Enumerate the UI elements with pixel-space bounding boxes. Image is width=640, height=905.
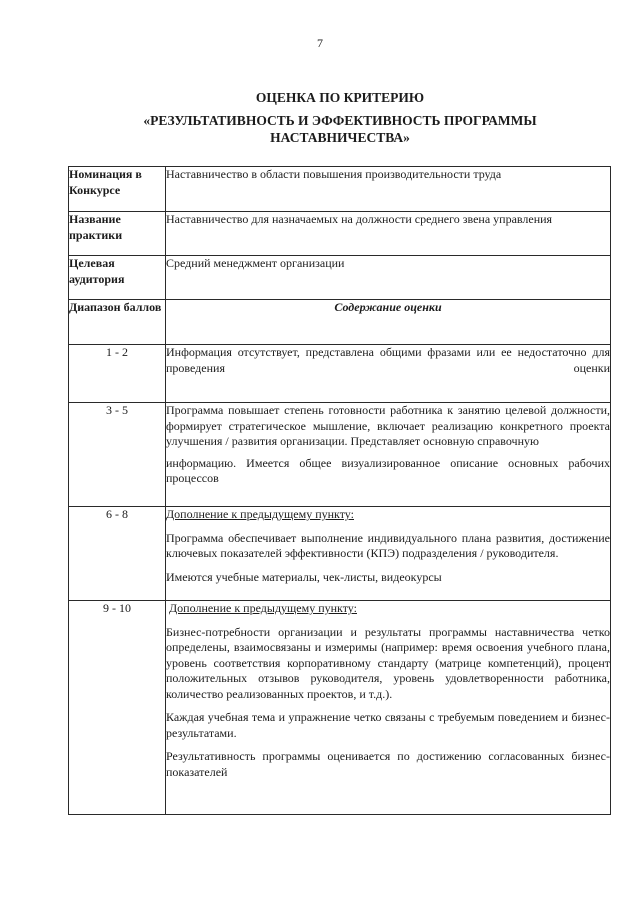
description-text: Бизнес-потребности организации и результаты программы наставничества четко определены, взаимосвязаны и измеримы (например: время освоения учебного плана, уровень соответствия корпоративному стандарту (матрице компетенций), процент положительных отзывов руководителя, уровень удовлетворенности работника, количество реализованных проектов, и т.д.). xyxy=(166,624,610,701)
description-text: Программа повышает степень готовности работника к занятию целевой должности, формирует стратегическое мышление, включает реализацию конкретного проекта улучшения / развития организации. Представляет основную справочную xyxy=(166,403,610,448)
score-range: 1 - 2 xyxy=(69,345,166,403)
range-label: Диапазон баллов xyxy=(69,300,166,345)
description-text: информацию. Имеется общее визуализированное описание основных рабочих процессов xyxy=(166,455,610,485)
table-row xyxy=(69,601,611,815)
table-row xyxy=(69,403,611,507)
audience-value: Средний менеджмент организации xyxy=(166,256,611,300)
page-title-line-2: «РЕЗУЛЬТАТИВНОСТЬ И ЭФФЕКТИВНОСТЬ ПРОГРАММЫ xyxy=(143,113,537,128)
table-row-header xyxy=(69,300,611,345)
nomination-value: Наставничество в области повышения производительности труда xyxy=(166,167,611,212)
practice-value: Наставничество для назначаемых на должности среднего звена управления xyxy=(166,212,611,256)
table-row xyxy=(69,507,611,601)
description-text: Программа обеспечивает выполнение индивидуального плана развития, достижение ключевых показателей эффективности (КПЭ) подразделения / руководителя. xyxy=(166,530,610,560)
score-description xyxy=(166,507,611,601)
content-heading: Содержание оценки xyxy=(166,300,611,345)
description-text: Имеются учебные материалы, чек-листы, видеокурсы xyxy=(166,569,442,584)
score-description xyxy=(166,345,611,403)
addition-note: Дополнение к предыдущему пункту: xyxy=(169,601,357,615)
score-range: 3 - 5 xyxy=(69,403,166,507)
audience-label: Целевая аудитория xyxy=(69,256,166,300)
criteria-table xyxy=(68,166,611,815)
nomination-label: Номинация в Конкурсе xyxy=(69,167,166,212)
page-title-line-3: НАСТАВНИЧЕСТВА» xyxy=(270,130,410,145)
table-row xyxy=(69,345,611,403)
description-text: Результативность программы оценивается по достижению согласованных бизнес- показателей xyxy=(166,749,610,779)
table-row-nomination xyxy=(69,167,611,212)
description-text: Каждая учебная тема и упражнение четко связаны с требуемым поведением и бизнес-результатами. xyxy=(166,710,610,740)
score-description xyxy=(166,601,611,815)
addition-note: Дополнение к предыдущему пункту: xyxy=(166,507,354,521)
score-description xyxy=(166,403,611,507)
table-row-practice xyxy=(69,212,611,256)
score-range: 9 - 10 xyxy=(69,601,166,815)
score-range: 6 - 8 xyxy=(69,507,166,601)
page-title-line-1: ОЦЕНКА ПО КРИТЕРИЮ xyxy=(255,90,425,105)
practice-label: Название практики xyxy=(69,212,166,256)
page-number: 7 xyxy=(317,36,323,50)
table-row-audience xyxy=(69,256,611,300)
description-text: Информация отсутствует, представлена общими фразами или ее недостаточно для проведения оценки xyxy=(166,345,610,375)
